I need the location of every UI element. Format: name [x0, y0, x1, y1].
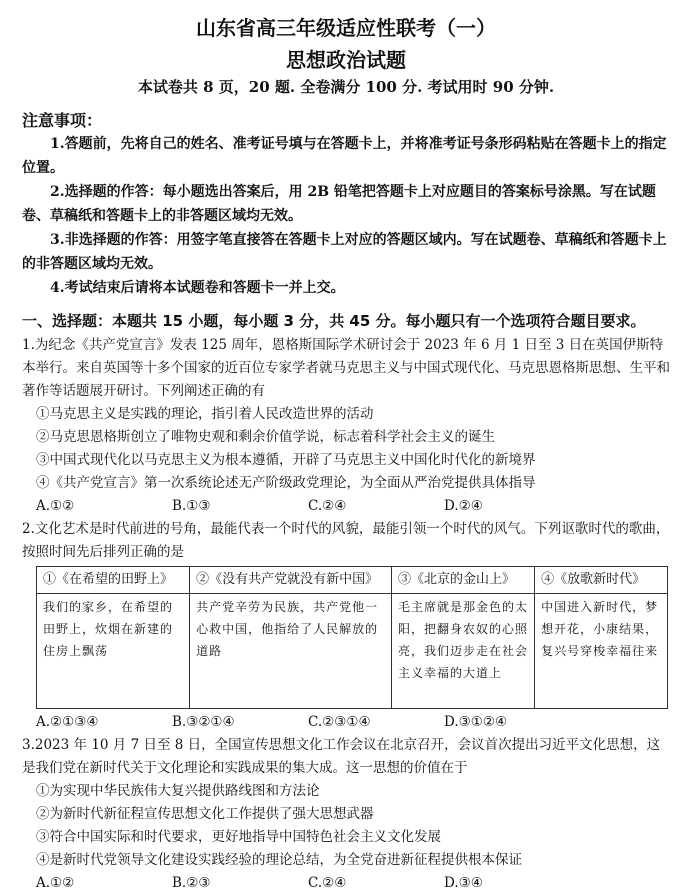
statement-option: ④《共产党宣言》第一次系统论述无产阶级政党理论，为全面从严治党提供具体指导 — [36, 475, 536, 491]
choice-b[interactable]: B.②③ — [172, 875, 211, 891]
statement-option: ①马克思主义是实践的理论，指引着人民改造世界的活动 — [36, 406, 374, 422]
choice-b[interactable]: B.③②①④ — [172, 714, 235, 730]
answer-choices — [22, 495, 672, 518]
choice-c[interactable]: C.②④ — [308, 875, 347, 891]
question-stem: 2.文化艺术是时代前进的号角，最能代表一个时代的风貌，最能引领一个时代的风气。下列讴歌时代的歌曲，按照时间先后排列正确的是 — [22, 521, 670, 560]
notice-list — [22, 132, 672, 300]
song-lyric: 毛主席就是那金色的太阳，把翻身农奴的心照亮，我们迈步走在社会主义幸福的大道上 — [392, 594, 535, 709]
statement-option: ④是新时代党领导文化建设实践经验的理论总结，为全党奋进新征程提供根本保证 — [36, 852, 522, 868]
notice-item: 2.选择题的作答：每小题选出答案后，用 2B 铅笔把答题卡上对应题目的答案标号涂黑。写在试题卷、草稿纸和答题卡上的非答题区域均无效。 — [22, 184, 656, 224]
question-stem: 1.为纪念《共产党宣言》发表 125 周年，恩格斯国际学术研讨会于 2023 年 6 月 1 日至 3 日在英国伊斯特本举行。来自英国等十多个国家的近百位专家学者就马克思主义与中国式现代化、马克思恩格斯思想、生平和著作等话题展开研讨。下列阐述正确的有 — [22, 337, 670, 399]
choice-a[interactable]: A.①② — [36, 875, 75, 891]
question-1 — [22, 334, 672, 518]
choice-c[interactable]: C.②④ — [308, 498, 347, 514]
question-3 — [22, 734, 672, 895]
notice-heading: 注意事项： — [22, 111, 103, 130]
song-title: ①《在希望的田野上》 — [37, 567, 190, 594]
choice-a[interactable]: A.①② — [36, 498, 75, 514]
answer-choices — [22, 872, 672, 895]
song-title: ④《放歌新时代》 — [535, 567, 668, 594]
statement-option: ①为实现中华民族伟大复兴提供路线图和方法论 — [36, 783, 320, 799]
song-lyric: 共产党辛劳为民族，共产党他一心救中国，他指给了人民解放的道路 — [190, 594, 392, 709]
choice-d[interactable]: D.③①②④ — [444, 714, 508, 730]
choice-c[interactable]: C.②③①④ — [308, 714, 371, 730]
notice-item: 4.考试结束后请将本试题卷和答题卡一并上交。 — [50, 280, 345, 296]
statement-option: ②为新时代新征程宣传思想文化工作提供了强大思想武器 — [36, 806, 374, 822]
choice-b[interactable]: B.①③ — [172, 498, 211, 514]
statement-option: ③中国式现代化以马克思主义为根本遵循，开辟了马克思主义中国化时代化的新境界 — [36, 452, 536, 468]
section-heading: 一、选择题：本题共 15 小题，每小题 3 分，共 45 分。每小题只有一个选项符合题目要求。 — [22, 312, 646, 330]
choice-d[interactable]: D.③④ — [444, 875, 483, 891]
statement-option: ②马克思恩格斯创立了唯物史观和剩余价值学说，标志着科学社会主义的诞生 — [36, 429, 495, 445]
songs-table — [36, 566, 668, 709]
notice-item: 3.非选择题的作答：用签字笔直接答在答题卡上对应的答题区域内。写在试题卷、草稿纸和答题卡上的非答题区域均无效。 — [22, 232, 667, 272]
choice-a[interactable]: A.②①③④ — [36, 714, 99, 730]
statement-option: ③符合中国实际和时代要求，更好地指导中国特色社会主义文化发展 — [36, 829, 441, 845]
song-title: ③《北京的金山上》 — [392, 567, 535, 594]
notice-item: 1.答题前，先将自己的姓名、准考证号填与在答题卡上，并将准考证号条形码粘贴在答题卡上的指定位置。 — [22, 136, 667, 176]
choice-d[interactable]: D.②④ — [444, 498, 483, 514]
song-title: ②《没有共产党就没有新中国》 — [190, 567, 392, 594]
exam-info: 本试卷共 8 页，20 题. 全卷满分 100 分. 考试用时 90 分钟. — [137, 78, 555, 96]
song-lyric: 我们的家乡，在希望的田野上，炊烟在新建的住房上飘荡 — [37, 594, 190, 709]
question-stem: 3.2023 年 10 月 7 日至 8 日，全国宣传思想文化工作会议在北京召开，会议首次提出习近平文化思想，这是我们党在新时代关于文化理论和实践成果的集大成。这一思想的价值在于 — [22, 737, 661, 776]
question-2 — [22, 518, 672, 734]
answer-choices — [22, 711, 672, 734]
song-lyric: 中国进入新时代，梦想开花，小康结果，复兴号穿梭幸福往来 — [535, 594, 668, 709]
exam-subject: 思想政治试题 — [286, 48, 406, 72]
exam-title: 山东省高三年级适应性联考（一） — [196, 16, 496, 40]
